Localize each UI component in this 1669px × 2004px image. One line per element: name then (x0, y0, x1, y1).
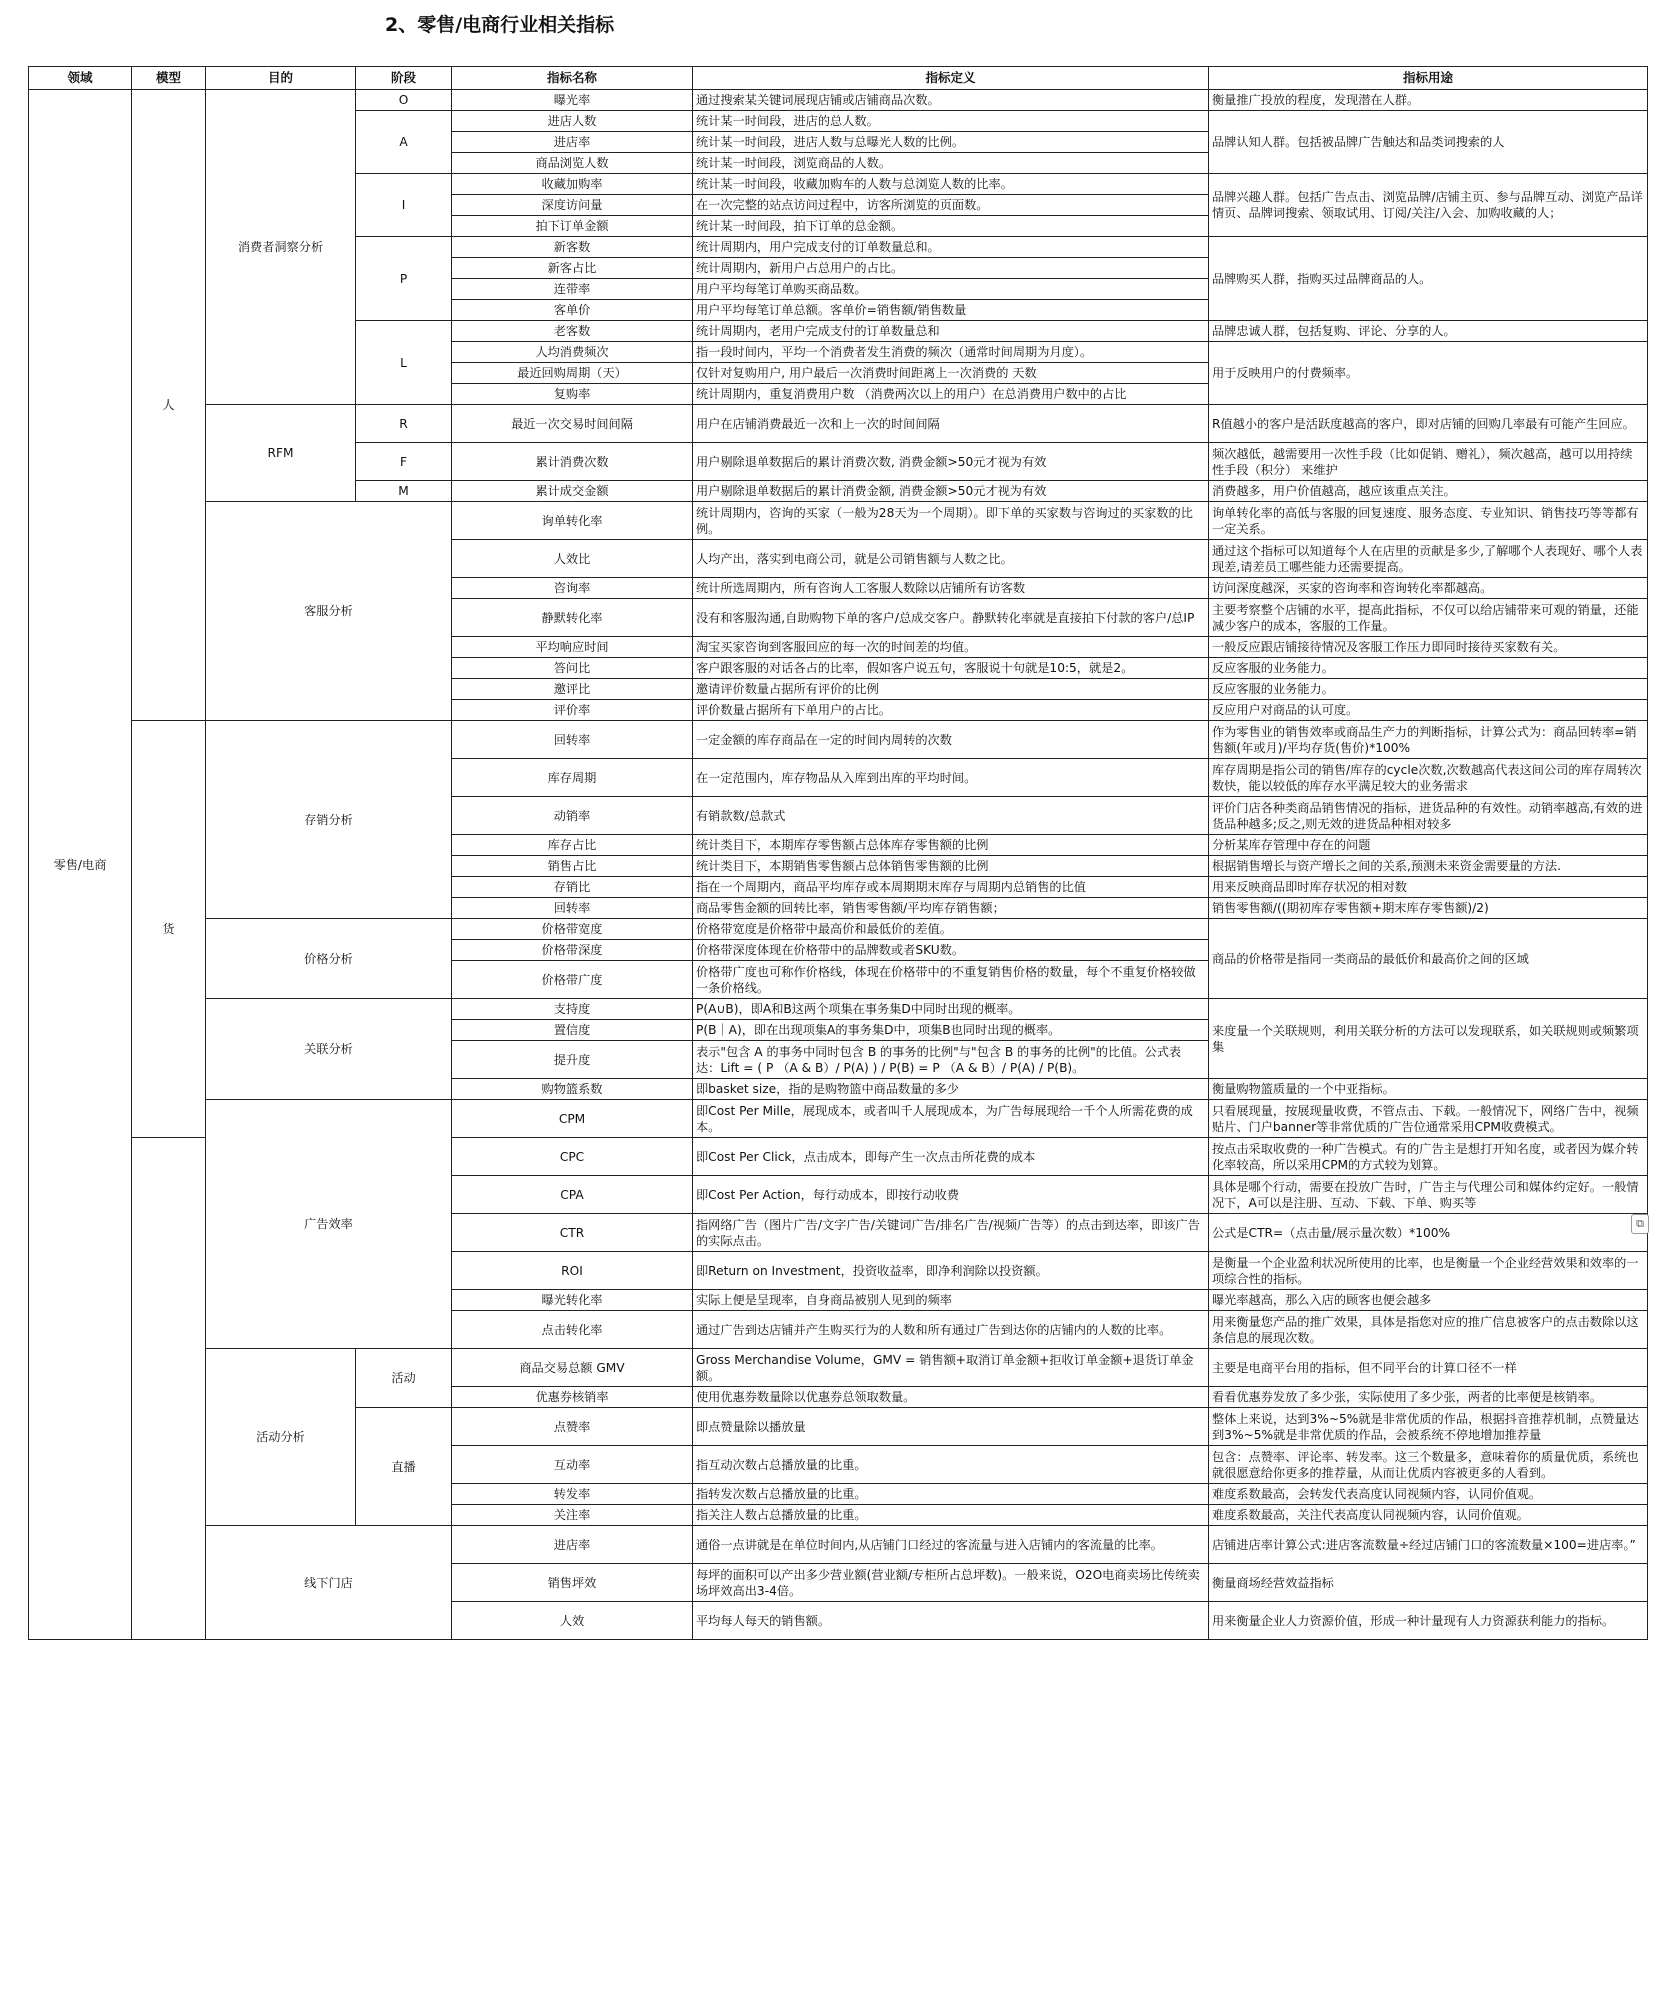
cell-metric-usage: 难度系数最高，关注代表高度认同视频内容，认同价值观。 (1209, 1505, 1648, 1526)
cell-metric-name: 商品浏览人数 (452, 153, 693, 174)
header-stage: 阶段 (356, 67, 452, 90)
cell-metric-definition: 淘宝买家咨询到客服回应的每一次的时间差的均值。 (693, 637, 1209, 658)
cell-metric-usage: 难度系数最高，会转发代表高度认同视频内容，认同价值观。 (1209, 1484, 1648, 1505)
cell-metric-name: 进店率 (452, 1526, 693, 1564)
cell-model: 人 (132, 90, 206, 721)
cell-metric-usage: 主要考察整个店铺的水平，提高此指标，不仅可以给店铺带来可观的销量，还能减少客户的成本，客服的工作量。 (1209, 599, 1648, 637)
cell-purpose: 广告效率 (206, 1100, 452, 1349)
cell-metric-name: 曝光转化率 (452, 1290, 693, 1311)
cell-metric-definition: 统计某一时间段，进店的总人数。 (693, 111, 1209, 132)
cell-metric-usage: 整体上来说，达到3%~5%就是非常优质的作品，根据抖音推荐机制，点赞量达到3%~5%就是非常优质的作品，会被系统不停地增加推荐量 (1209, 1408, 1648, 1446)
cell-metric-name: 新客占比 (452, 258, 693, 279)
cell-metric-name: 静默转化率 (452, 599, 693, 637)
cell-metric-definition: 指一段时间内，平均一个消费者发生消费的频次（通常时间周期为月度）。 (693, 342, 1209, 363)
copy-icon[interactable]: ⧉ (1631, 1214, 1649, 1234)
cell-metric-definition: 用户剔除退单数据后的累计消费次数, 消费金额>50元才视为有效 (693, 443, 1209, 481)
cell-metric-definition: 用户在店铺消费最近一次和上一次的时间间隔 (693, 405, 1209, 443)
cell-metric-name: 询单转化率 (452, 502, 693, 540)
cell-metric-name: 累计成交金额 (452, 481, 693, 502)
cell-metric-name: 支持度 (452, 999, 693, 1020)
cell-metric-definition: 没有和客服沟通,自助购物下单的客户/总成交客户。静默转化率就是直接拍下付款的客户/总IP (693, 599, 1209, 637)
cell-metric-name: 人效 (452, 1602, 693, 1640)
cell-stage: O (356, 90, 452, 111)
cell-metric-usage: 一般反应跟店铺接待情况及客服工作压力即同时接待买家数有关。 (1209, 637, 1648, 658)
cell-metric-name: 人均消费频次 (452, 342, 693, 363)
cell-metric-definition: 仅针对复购用户, 用户最后一次消费时间距离上一次消费的 天数 (693, 363, 1209, 384)
cell-metric-usage: 包含：点赞率、评论率、转发率。这三个数量多，意味着你的质量优质，系统也就很愿意给你更多的推荐量，从而让优质内容被更多的人看到。 (1209, 1446, 1648, 1484)
cell-metric-definition: 用户平均每笔订单购买商品数。 (693, 279, 1209, 300)
cell-metric-name: 拍下订单金额 (452, 216, 693, 237)
cell-purpose: 关联分析 (206, 999, 452, 1100)
cell-metric-name: 点赞率 (452, 1408, 693, 1446)
cell-metric-definition: 统计某一时间段，收藏加购车的人数与总浏览人数的比率。 (693, 174, 1209, 195)
cell-metric-definition: 统计某一时间段，浏览商品的人数。 (693, 153, 1209, 174)
header-domain: 领域 (29, 67, 132, 90)
cell-purpose: 活动分析 (206, 1349, 356, 1526)
cell-metric-definition: 即basket size，指的是购物篮中商品数量的多少 (693, 1079, 1209, 1100)
table-row (29, 1526, 1648, 1564)
cell-metric-usage: 用于反映用户的付费频率。 (1209, 342, 1648, 405)
table-row (29, 721, 1648, 759)
header-metric-name: 指标名称 (452, 67, 693, 90)
cell-metric-name: 点击转化率 (452, 1311, 693, 1349)
cell-metric-definition: 商品零售金额的回转比率，销售零售额/平均库存销售额； (693, 898, 1209, 919)
cell-metric-name: 库存占比 (452, 835, 693, 856)
cell-metric-name: 邀评比 (452, 679, 693, 700)
cell-metric-name: 销售占比 (452, 856, 693, 877)
cell-metric-definition: 统计所选周期内，所有咨询人工客服人数除以店铺所有访客数 (693, 578, 1209, 599)
cell-metric-definition: 统计周期内，老用户完成支付的订单数量总和 (693, 321, 1209, 342)
cell-metric-name: 关注率 (452, 1505, 693, 1526)
cell-metric-usage: 衡量购物篮质量的一个中亚指标。 (1209, 1079, 1648, 1100)
cell-metric-name: 存销比 (452, 877, 693, 898)
cell-metric-definition: 指转发次数占总播放量的比重。 (693, 1484, 1209, 1505)
cell-metric-definition: 指在一个周期内，商品平均库存或本周期期末库存与周期内总销售的比值 (693, 877, 1209, 898)
cell-stage: P (356, 237, 452, 321)
cell-metric-definition: 通过搜索某关键词展现店铺或店铺商品次数。 (693, 90, 1209, 111)
cell-metric-usage: 衡量推广投放的程度，发现潜在人群。 (1209, 90, 1648, 111)
cell-metric-name: 最近回购周期（天） (452, 363, 693, 384)
cell-metric-name: ROI (452, 1252, 693, 1290)
cell-metric-name: 置信度 (452, 1020, 693, 1041)
cell-metric-definition: 人均产出，落实到电商公司，就是公司销售额与人数之比。 (693, 540, 1209, 578)
cell-metric-definition: 即Cost Per Mille，展现成本，或者叫千人展现成本，为广告每展现给一千个人所需花费的成本。 (693, 1100, 1209, 1138)
cell-metric-name: 进店率 (452, 132, 693, 153)
cell-metric-name: 累计消费次数 (452, 443, 693, 481)
cell-metric-definition: 统计类目下，本期销售零售额占总体销售零售额的比例 (693, 856, 1209, 877)
cell-model (132, 1138, 206, 1640)
cell-metric-name: 价格带深度 (452, 940, 693, 961)
table-row (29, 999, 1648, 1020)
cell-metric-definition: 使用优惠券数量除以优惠券总领取数量。 (693, 1387, 1209, 1408)
cell-metric-name: 答问比 (452, 658, 693, 679)
cell-metric-usage: 库存周期是指公司的销售/库存的cycle次数,次数越高代表这间公司的库存周转次数快，能以较低的库存水平满足较大的业务需求 (1209, 759, 1648, 797)
cell-purpose: 价格分析 (206, 919, 452, 999)
cell-metric-usage: 访问深度越深，买家的咨询率和咨询转化率都越高。 (1209, 578, 1648, 599)
cell-metric-name: CPA (452, 1176, 693, 1214)
cell-metric-definition: 一定金额的库存商品在一定的时间内周转的次数 (693, 721, 1209, 759)
cell-metric-name: 收藏加购率 (452, 174, 693, 195)
cell-metric-name: 提升度 (452, 1041, 693, 1079)
cell-metric-usage: 通过这个指标可以知道每个人在店里的贡献是多少,了解哪个人表现好、哪个人表现差,请差员工哪些能力还需要提高。 (1209, 540, 1648, 578)
header-metric-usage: 指标用途 (1209, 67, 1648, 90)
cell-metric-definition: 统计周期内，重复消费用户数 （消费两次以上的用户）在总消费用户数中的占比 (693, 384, 1209, 405)
cell-metric-usage: 衡量商场经营效益指标 (1209, 1564, 1648, 1602)
cell-metric-usage: 只看展现量，按展现量收费，不管点击、下载。一般情况下，网络广告中，视频贴片、门户banner等非常优质的广告位通常采用CPM收费模式。 (1209, 1100, 1648, 1138)
cell-metric-usage: 店铺进店率计算公式:进店客流数量÷经过店铺门口的客流数量×100=进店率。” (1209, 1526, 1648, 1564)
cell-metric-name: 购物篮系数 (452, 1079, 693, 1100)
cell-metric-usage: 具体是哪个行动，需要在投放广告时，广告主与代理公司和媒体约定好。一般情况下，A可以是注册、互动、下载、下单、购买等 (1209, 1176, 1648, 1214)
cell-metric-usage: 是衡量一个企业盈利状况所使用的比率，也是衡量一个企业经营效果和效率的一项综合性的指标。 (1209, 1252, 1648, 1290)
cell-metric-definition: 实际上便是呈现率，自身商品被别人见到的频率 (693, 1290, 1209, 1311)
cell-stage: R (356, 405, 452, 443)
cell-metric-definition: 用户剔除退单数据后的累计消费金额, 消费金额>50元才视为有效 (693, 481, 1209, 502)
cell-metric-usage: 商品的价格带是指同一类商品的最低价和最高价之间的区域 (1209, 919, 1648, 999)
cell-metric-usage: 询单转化率的高低与客服的回复速度、服务态度、专业知识、销售技巧等等都有一定关系。 (1209, 502, 1648, 540)
cell-metric-usage: 品牌忠诚人群，包括复购、评论、分享的人。 (1209, 321, 1648, 342)
cell-metric-definition: 统计周期内，新用户占总用户的占比。 (693, 258, 1209, 279)
cell-metric-usage: 消费越多，用户价值越高，越应该重点关注。 (1209, 481, 1648, 502)
cell-stage: L (356, 321, 452, 405)
cell-metric-definition: 价格带深度体现在价格带中的品牌数或者SKU数。 (693, 940, 1209, 961)
cell-metric-usage: 按点击采取收费的一种广告模式。有的广告主是想打开知名度，或者因为媒介转化率较高，所以采用CPM的方式较为划算。 (1209, 1138, 1648, 1176)
cell-metric-name: 曝光率 (452, 90, 693, 111)
metrics-table (28, 66, 1648, 1640)
cell-metric-definition: 通俗一点讲就是在单位时间内,从店铺门口经过的客流量与进入店铺内的客流量的比率。 (693, 1526, 1209, 1564)
cell-metric-definition: 通过广告到达店铺并产生购买行为的人数和所有通过广告到达你的店铺内的人数的比率。 (693, 1311, 1209, 1349)
cell-metric-usage: 反应客服的业务能力。 (1209, 679, 1648, 700)
cell-metric-usage: 用来衡量企业人力资源价值，形成一种计量现有人力资源获利能力的指标。 (1209, 1602, 1648, 1640)
cell-metric-name: 动销率 (452, 797, 693, 835)
cell-metric-definition: 平均每人每天的销售额。 (693, 1602, 1209, 1640)
cell-metric-name: 商品交易总额 GMV (452, 1349, 693, 1387)
cell-metric-name: 评价率 (452, 700, 693, 721)
cell-metric-name: 最近一次交易时间间隔 (452, 405, 693, 443)
cell-metric-usage: 销售零售额/((期初库存零售额+期末库存零售额)/2) (1209, 898, 1648, 919)
cell-metric-usage: 看看优惠券发放了多少张，实际使用了多少张，两者的比率便是核销率。 (1209, 1387, 1648, 1408)
cell-metric-usage: 根据销售增长与资产增长之间的关系,预测未来资金需要量的方法. (1209, 856, 1648, 877)
cell-metric-name: 回转率 (452, 721, 693, 759)
cell-metric-definition: 表示"包含 A 的事务中同时包含 B 的事务的比例"与"包含 B 的事务的比例"的比值。公式表达：Lift = ( P （A & B）/ P(A) ) / P(B) = P （A & B）/ P(A) / P(B)。 (693, 1041, 1209, 1079)
cell-metric-usage: 品牌购买人群，指购买过品牌商品的人。 (1209, 237, 1648, 321)
cell-stage: A (356, 111, 452, 174)
cell-metric-usage: 作为零售业的销售效率或商品生产力的判断指标，计算公式为：商品回转率=销售额(年或月)/平均存货(售价)*100% (1209, 721, 1648, 759)
cell-metric-definition: 统计类目下，本期库存零售额占总体库存零售额的比例 (693, 835, 1209, 856)
cell-metric-name: 咨询率 (452, 578, 693, 599)
header-model: 模型 (132, 67, 206, 90)
cell-metric-usage: R值越小的客户是活跃度越高的客户，即对店铺的回购几率最有可能产生回应。 (1209, 405, 1648, 443)
table-row (29, 502, 1648, 540)
cell-metric-definition: 价格带宽度是价格带中最高价和最低价的差值。 (693, 919, 1209, 940)
cell-stage: M (356, 481, 452, 502)
cell-metric-definition: Gross Merchandise Volume，GMV = 销售额+取消订单金额+拒收订单金额+退货订单金额。 (693, 1349, 1209, 1387)
cell-metric-name: 转发率 (452, 1484, 693, 1505)
table-row (29, 919, 1648, 940)
cell-metric-name: 复购率 (452, 384, 693, 405)
cell-metric-definition: 指网络广告（图片广告/文字广告/关键词广告/排名广告/视频广告等）的点击到达率，即该广告的实际点击。 (693, 1214, 1209, 1252)
page-title: 2、零售/电商行业相关指标 (385, 14, 615, 36)
cell-purpose: 存销分析 (206, 721, 452, 919)
cell-stage: F (356, 443, 452, 481)
cell-metric-name: 人效比 (452, 540, 693, 578)
cell-metric-definition: 即Cost Per Click，点击成本，即每产生一次点击所花费的成本 (693, 1138, 1209, 1176)
cell-metric-usage: 曝光率越高，那么入店的顾客也便会越多 (1209, 1290, 1648, 1311)
cell-metric-usage: 公式是CTR=（点击量/展示量次数）*100% (1209, 1214, 1648, 1252)
cell-metric-name: 回转率 (452, 898, 693, 919)
cell-metric-usage: 品牌兴趣人群。包括广告点击、浏览品牌/店铺主页、参与品牌互动、浏览产品详情页、品牌词搜索、领取试用、订阅/关注/入会、加购收藏的人； (1209, 174, 1648, 237)
header-purpose: 目的 (206, 67, 356, 90)
cell-metric-definition: 统计周期内，用户完成支付的订单数量总和。 (693, 237, 1209, 258)
cell-purpose: RFM (206, 405, 356, 502)
cell-metric-name: 优惠券核销率 (452, 1387, 693, 1408)
cell-stage: 活动 (356, 1349, 452, 1408)
cell-metric-definition: 统计某一时间段，进店人数与总曝光人数的比例。 (693, 132, 1209, 153)
cell-metric-definition: 即Cost Per Action，每行动成本，即按行动收费 (693, 1176, 1209, 1214)
cell-metric-definition: 统计周期内，咨询的买家（一般为28天为一个周期）。即下单的买家数与咨询过的买家数的比例。 (693, 502, 1209, 540)
cell-metric-usage: 反应用户对商品的认可度。 (1209, 700, 1648, 721)
cell-metric-definition: 指关注人数占总播放量的比重。 (693, 1505, 1209, 1526)
cell-metric-name: 平均响应时间 (452, 637, 693, 658)
cell-metric-usage: 主要是电商平台用的指标，但不同平台的计算口径不一样 (1209, 1349, 1648, 1387)
cell-metric-usage: 反应客服的业务能力。 (1209, 658, 1648, 679)
cell-metric-definition: 在一定范围内，库存物品从入库到出库的平均时间。 (693, 759, 1209, 797)
cell-metric-name: CPC (452, 1138, 693, 1176)
cell-metric-definition: 在一次完整的站点访问过程中，访客所浏览的页面数。 (693, 195, 1209, 216)
cell-metric-usage: 分析某库存管理中存在的问题 (1209, 835, 1648, 856)
cell-metric-name: CPM (452, 1100, 693, 1138)
cell-metric-usage: 用来衡量您产品的推广效果，具体是指您对应的推广信息被客户的点击数除以这条信息的展现次数。 (1209, 1311, 1648, 1349)
cell-domain: 零售/电商 (29, 90, 132, 1640)
cell-metric-name: 连带率 (452, 279, 693, 300)
cell-model: 货 (132, 721, 206, 1138)
cell-metric-name: 新客数 (452, 237, 693, 258)
cell-metric-name: 老客数 (452, 321, 693, 342)
cell-metric-usage: 品牌认知人群。包括被品牌广告触达和品类词搜索的人 (1209, 111, 1648, 174)
cell-metric-definition: 客户跟客服的对话各占的比率，假如客户说五句，客服说十句就是10:5，就是2。 (693, 658, 1209, 679)
cell-metric-definition: 邀请评价数量占据所有评价的比例 (693, 679, 1209, 700)
cell-metric-name: 深度访问量 (452, 195, 693, 216)
cell-metric-usage: 来度量一个关联规则，利用关联分析的方法可以发现联系，如关联规则或频繁项集 (1209, 999, 1648, 1079)
cell-metric-usage: 频次越低，越需要用一次性手段（比如促销、赠礼），频次越高，越可以用持续性手段（积分） 来维护 (1209, 443, 1648, 481)
cell-metric-definition: 价格带广度也可称作价格线，体现在价格带中的不重复销售价格的数量，每个不重复价格较做一条价格线。 (693, 961, 1209, 999)
cell-metric-name: 库存周期 (452, 759, 693, 797)
cell-purpose: 消费者洞察分析 (206, 90, 356, 405)
cell-metric-definition: 评价数量占据所有下单用户的占比。 (693, 700, 1209, 721)
cell-metric-definition: P(B｜A)，即在出现项集A的事务集D中，项集B也同时出现的概率。 (693, 1020, 1209, 1041)
table-row (29, 1100, 1648, 1138)
table-row (29, 405, 1648, 443)
table-row (29, 90, 1648, 111)
cell-metric-definition: 即点赞量除以播放量 (693, 1408, 1209, 1446)
cell-stage: 直播 (356, 1408, 452, 1526)
cell-metric-definition: 每坪的面积可以产出多少营业额(营业额/专柜所占总坪数)。一般来说，O2O电商卖场比传统卖场坪效高出3-4倍。 (693, 1564, 1209, 1602)
cell-metric-name: 互动率 (452, 1446, 693, 1484)
header-metric-definition: 指标定义 (693, 67, 1209, 90)
cell-metric-name: 销售坪效 (452, 1564, 693, 1602)
cell-metric-name: 价格带广度 (452, 961, 693, 999)
cell-metric-name: 进店人数 (452, 111, 693, 132)
cell-stage: I (356, 174, 452, 237)
cell-metric-definition: 用户平均每笔订单总额。客单价=销售额/销售数量 (693, 300, 1209, 321)
cell-metric-definition: 统计某一时间段，拍下订单的总金额。 (693, 216, 1209, 237)
cell-metric-usage: 评价门店各种类商品销售情况的指标，进货品种的有效性。动销率越高,有效的进货品种越多;反之,则无效的进货品种相对较多 (1209, 797, 1648, 835)
cell-metric-definition: 指互动次数占总播放量的比重。 (693, 1446, 1209, 1484)
table-row (29, 1349, 1648, 1387)
cell-metric-name: 客单价 (452, 300, 693, 321)
cell-metric-name: CTR (452, 1214, 693, 1252)
cell-metric-usage: 用来反映商品即时库存状况的相对数 (1209, 877, 1648, 898)
cell-metric-name: 价格带宽度 (452, 919, 693, 940)
table-header-row (29, 67, 1648, 90)
cell-metric-definition: 即Return on Investment，投资收益率，即净利润除以投资额。 (693, 1252, 1209, 1290)
cell-metric-definition: 有销款数/总款式 (693, 797, 1209, 835)
cell-purpose: 客服分析 (206, 502, 452, 721)
cell-purpose: 线下门店 (206, 1526, 452, 1640)
cell-metric-definition: P(A∪B)，即A和B这两个项集在事务集D中同时出现的概率。 (693, 999, 1209, 1020)
